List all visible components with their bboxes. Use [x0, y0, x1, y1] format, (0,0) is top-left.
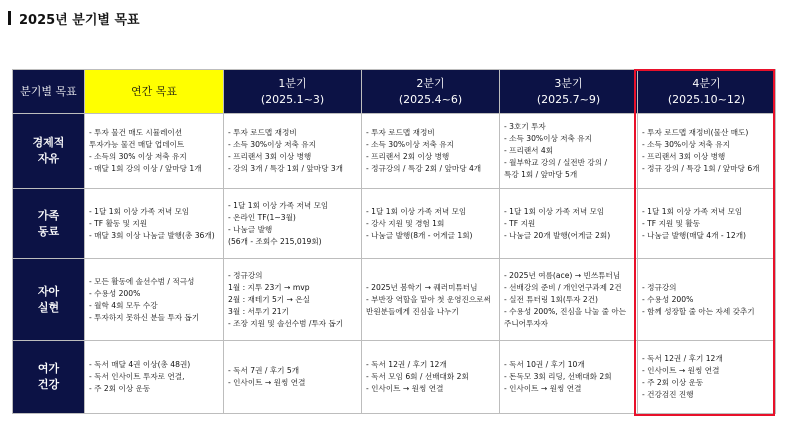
cell-q2-economic: - 투자 로드맵 재정비 - 소득 30%이상 저축 유지 - 프리랜서 2회 이상 병행 - 정규강의 / 특강 2회 / 앞마당 4개 [362, 114, 500, 189]
cell-q2-leisure: - 독서 12권 / 후기 12개 - 독서 모임 6회 / 선배대화 2회 - 인사이트 → 원씽 연결 [362, 341, 500, 414]
header-q2: 2분기 (2025.4~6) [362, 70, 500, 114]
cell-annual-economic: - 투자 물건 매도 시뮬레이션 투자가능 물건 매달 업데이트 - 소득의 30% 이상 저축 유지 - 매달 1회 강의 이상 / 앞마당 1개 [85, 114, 224, 189]
cell-q2-self: - 2025년 봄학기 → 퀘러미튜터님 - 부반장 역할을 맡아 첫 운영진으로써 반원분들에게 진심을 나누기 [362, 259, 500, 341]
cell-q1-family: - 1달 1회 이상 가족 저녁 모임 - 온라인 TF(1~3월) - 나눔글 발행 (56개 - 조회수 215,019회) [224, 189, 362, 259]
table-row-economic-freedom [13, 114, 776, 189]
page-title-block [8, 8, 140, 28]
cell-q1-economic: - 투자 로드맵 재정비 - 소득 30%이상 저축 유지 - 프리랜서 3회 이상 병행 - 강의 3개 / 특강 1회 / 앞마당 3개 [224, 114, 362, 189]
row-label-family-colleagues: 가족 동료 [13, 189, 85, 259]
header-q3: 3분기 (2025.7~9) [500, 70, 638, 114]
header-annual-goal: 연간 목표 [85, 70, 224, 114]
cell-q1-leisure: - 독서 7권 / 후기 5개 - 인사이트 → 원씽 연결 [224, 341, 362, 414]
table-row-family-colleagues [13, 189, 776, 259]
cell-annual-self: - 모든 활동에 솔선수범 / 적극성 - 수용성 200% - 월학 4회 모두 수강 - 투자하지 못하신 분들 투자 돕기 [85, 259, 224, 341]
cell-q4-self: - 정규강의 - 수용성 200% - 함께 성장할 줄 아는 자세 갖추기 [638, 259, 776, 341]
cell-annual-family: - 1달 1회 이상 가족 저녁 모임 - TF 활동 및 지원 - 매달 3회 이상 나눔글 발행(총 36개) [85, 189, 224, 259]
table-row-self-realization [13, 259, 776, 341]
cell-q4-family: - 1달 1회 이상 가족 저녁 모임 - TF 지원 및 활동 - 나눔글 발행(매달 4개 - 12개) [638, 189, 776, 259]
title-bar-marker [8, 11, 11, 25]
cell-annual-leisure: - 독서 매달 4권 이상(총 48권) - 독서 인사이트 투자로 연결, - 주 2회 이상 운동 [85, 341, 224, 414]
header-row [13, 70, 776, 114]
cell-q3-self: - 2025년 여름(ace) → 빈쓰튜터님 - 선배강의 준비 / 개인연구과제 2건 - 실전 튜터링 1회(투자 2건) - 수용성 200%, 진심을 나눌 줄 아는 주니어투자자 [500, 259, 638, 341]
cell-q3-family: - 1달 1회 이상 가족 저녁 모임 - TF 지원 - 나눔글 20개 발행(어게글 2회) [500, 189, 638, 259]
quarterly-goals-table [12, 69, 776, 414]
cell-q1-self: - 정규강의 1월 : 지투 23기 → mvp 2월 : 재테기 5기 → 온실 3월 : 서투기 21기 - 조장 지원 및 솔선수범 /투자 돕기 [224, 259, 362, 341]
cell-q4-leisure: - 독서 12권 / 후기 12개 - 인사이트 → 원씽 연결 - 주 2회 이상 운동 - 건강검진 진행 [638, 341, 776, 414]
cell-q4-economic: - 투자 로드맵 재정비(물산 매도) - 소득 30%이상 저축 유지 - 프리랜서 3회 이상 병행 - 정규 강의 / 특강 1회 / 앞마당 6개 [638, 114, 776, 189]
row-label-self-realization: 자아 실현 [13, 259, 85, 341]
page-title: 2025년 분기별 목표 [19, 12, 140, 28]
header-q4: 4분기 (2025.10~12) [638, 70, 776, 114]
row-label-economic-freedom: 경제적 자유 [13, 114, 85, 189]
table-row-leisure-health [13, 341, 776, 414]
row-label-leisure-health: 여가 건강 [13, 341, 85, 414]
header-row-label: 분기별 목표 [13, 70, 85, 114]
cell-q3-leisure: - 독서 10권 / 후기 10개 - 돈독모 3회 리딩, 선배대화 2회 - 인사이트 → 원씽 연결 [500, 341, 638, 414]
header-q1: 1분기 (2025.1~3) [224, 70, 362, 114]
cell-q3-economic: - 3호기 투자 - 소득 30%이상 저축 유지 - 프리랜서 4회 - 월부학교 강의 / 실전반 강의 / 특강 1회 / 앞마당 5개 [500, 114, 638, 189]
cell-q2-family: - 1달 1회 이상 가족 저녁 모임 - 강사 지원 및 경험 1회 - 나눔글 발행(8개 - 어게글 1회) [362, 189, 500, 259]
